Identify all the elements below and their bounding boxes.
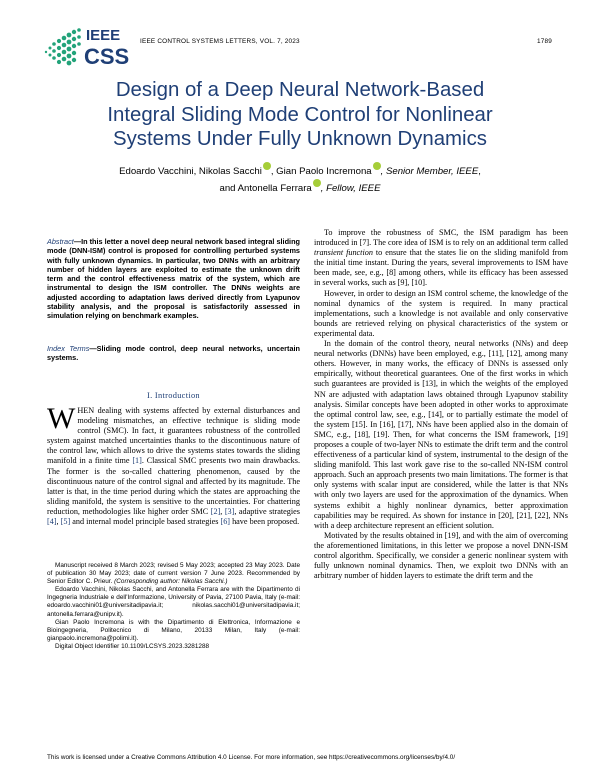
paper-title xyxy=(60,78,540,152)
orcid-icon[interactable] xyxy=(373,162,381,170)
footnote-dates: Manuscript received 8 March 2023; revised 5 May 2023; accepted 23 May 2023. Date of publication 30 May 2023; date of current version 7 June 2023. Recommended by Senior Editor C. Prieur. xyxy=(47,562,300,586)
footnote-affiliation-2: Gian Paolo Incremona is with the Dipartimento di Elettronica, Informazione e Bioingegneria, Politecnico di Milano, 20133 Milan, Italy (e-mail: gianpaolo.incremona@polimi.it). xyxy=(47,618,300,642)
right-p3: In the domain of the control theory, neural networks (NNs) and deep neural networks (DNNs) have been employed, e.g., [11], [12], among many others. However, in many works, the efficacy of DNNs is assessed only empirically, without theoretical guarantees. One of the first works in which such guarantees are provided is [13], in which the weights of the employed NN are adjusted with adaptation laws obtained through Lyapunov stability analysis. Similar concepts have been adopted in other works to approximate the optimal control law, see, e.g., [14], or to partially estimate the model of the system [15]. In [16], [17], NNs have been applied also in the domain of SMC, e.g., [18], [19]. Then, for what concerns the ISM framework, [19] proposes a couple of two-layer NNs to estimate the drift term and the control effectiveness of a particular kind of system, instrumental to the design of the sliding manifold. This last work gave rise to the so-called NN-ISM control approach. Such an approach presents two main limitations. The former is that only systems with scalar input are considered, while the latter is that NNs with only two layers are used for the approximation of the dynamics. When systems exhibit a highly nonlinear dynamics, better approximation capabilities may be required. As shown for instance in [20], [21], [22], NNs with a deep architecture represent an efficient solution. xyxy=(314,339,568,530)
title-line-1: Design of a Deep Neural Network-Based xyxy=(115,79,485,101)
logo-dots-icon xyxy=(40,22,140,70)
citation-link[interactable]: [4] xyxy=(47,517,57,527)
index-terms xyxy=(47,344,300,363)
abstract-label: Abstract xyxy=(47,237,74,246)
authors-line-1: Edoardo Vacchini, Nikolas Sacchi xyxy=(119,166,262,177)
orcid-icon[interactable] xyxy=(263,162,271,170)
logo-ieee-text: IEEE xyxy=(86,27,121,44)
license-notice: This work is licensed under a Creative Commons Attribution 4.0 License. For more information, see https://creativecommons.org/licenses/by/4.0/ xyxy=(47,754,456,761)
orcid-icon[interactable] xyxy=(313,179,321,187)
right-p4: Motivated by the results obtained in [19], and with the aim of overcoming the aforementioned limitations, in this letter we propose a novel DNN-ISM control algorithm. Specifically, we consider a generic nonlinear system with fully unknown nominal dynamics. Then, we exploit two DNNs with an arbitrary number of hidden layers to estimate the drift term and the xyxy=(314,530,568,581)
intro-text-a: HEN dealing with systems affected by external disturbances and modeling mismatches, an effective technique is sliding mode control (SMC). In fact, it guarantees robustness of the controlled system against matched uncertainties thanks to the discontinuous nature of the control law, which allows to drive the systems states towards the sliding manifold in a finite time xyxy=(47,406,300,466)
intro-text-d: and internal model principle based strategies xyxy=(70,517,221,527)
author-role-fellow: , Fellow, IEEE xyxy=(320,183,381,195)
right-p2: However, in order to design an ISM control scheme, the knowledge of the nominal dynamics of the system is required. In many practical implementations, such a knowledge is not available and only conservative bounds are retrieved relying on physical characteristics of the system or experimental data. xyxy=(314,288,568,338)
drop-cap: W xyxy=(47,402,76,435)
abstract xyxy=(47,237,300,321)
footnote-doi: Digital Object Identifier 10.1109/LCSYS.2023.3281288 xyxy=(55,642,210,650)
citation-link[interactable]: [1] xyxy=(132,456,142,466)
journal-name: IEEE CONTROL SYSTEMS LETTERS, VOL. 7, 2023 xyxy=(140,38,300,45)
authors-line-2: , Gian Paolo Incremona xyxy=(270,166,372,177)
section-heading-introduction: I. Introduction xyxy=(147,391,200,400)
right-column-text xyxy=(314,228,568,581)
page-number: 1789 xyxy=(536,38,552,45)
abstract-text: —In this letter a novel deep neural network based integral sliding mode (DNN-ISM) control is proposed for controlling perturbed systems with fully unknown dynamics. In particular, two DNNs with an arbitrary number of hidden layers are exploited to estimate the unknown drift term and the control effectiveness matrix of the system, which are instrumental to design the ISM controller. The DNNs weights are adjusted according to adaptation laws derived directly from Lyapunov stability analysis, and the proposal is satisfactorily assessed in simulation relying on benchmark examples. xyxy=(47,237,300,321)
title-line-3: Systems Under Fully Unknown Dynamics xyxy=(113,128,487,151)
footnote xyxy=(47,562,300,651)
right-p1-italic: transient function xyxy=(314,248,373,258)
right-p1-b: to ensure that the states lie on the sliding manifold from the initial time instant. During the years, several improvements to ISM have been made, see, e.g., [8] among others, while its efficacy has been assessed in several works, such as [9], [10]. xyxy=(314,248,568,288)
authors-comma: , xyxy=(478,166,481,177)
intro-sep: , xyxy=(56,517,61,527)
right-p1-a: To improve the robustness of SMC, the ISM paradigm has been introduced in [7]. The core idea of ISM is to rely on an additional term called xyxy=(314,228,568,248)
ieee-css-logo xyxy=(40,22,140,70)
citation-link[interactable]: [2] xyxy=(210,506,221,516)
citation-link[interactable]: [5] xyxy=(60,517,71,527)
title-line-2: Integral Sliding Mode Control for Nonlinear xyxy=(107,103,493,126)
citation-link[interactable]: [3] xyxy=(224,506,235,516)
index-terms-label: Index Terms xyxy=(47,344,90,353)
author-role-senior: , Senior Member, IEEE xyxy=(380,166,479,177)
intro-text-b: . Classical SMC presents two main drawbacks. The former is the so-called chattering phenomenon, caused by the discontinuous nature of the control signal and affected by its magnitude. The latter is that, in the time period during which the states are approaching the sliding manifold, the system is sensitive to the uncertainties. For chattering reduction, methodologies like higher order SMC xyxy=(47,456,300,516)
intro-text-c: , adaptive strategies xyxy=(234,506,300,516)
intro-text-e: have been proposed. xyxy=(230,517,300,527)
index-terms-text: —Sliding mode control, deep neural networks, uncertain systems. xyxy=(47,344,300,363)
intro-sep: , xyxy=(220,506,225,516)
footnote-affiliation-1: Edoardo Vacchini, Nikolas Sacchi, and Antonella Ferrara are with the Dipartimento di Ingegneria Industriale e dell'Informazione, University of Pavia, 27100 Pavia, Italy (e-mail: edoardo.vacchini01@universitadipavia.it; nikolas.sacchi01@universitadipavia.it; antonella.ferrara@unipv.it). xyxy=(47,586,300,618)
author-list xyxy=(60,162,540,197)
citation-link[interactable]: [6] xyxy=(220,517,231,527)
corresponding-author: (Corresponding author: Nikolas Sacchi.) xyxy=(114,578,228,586)
introduction-text xyxy=(47,402,300,527)
logo-css-text: CSS xyxy=(84,44,130,69)
authors-line-3: and Antonella Ferrara xyxy=(219,183,312,195)
